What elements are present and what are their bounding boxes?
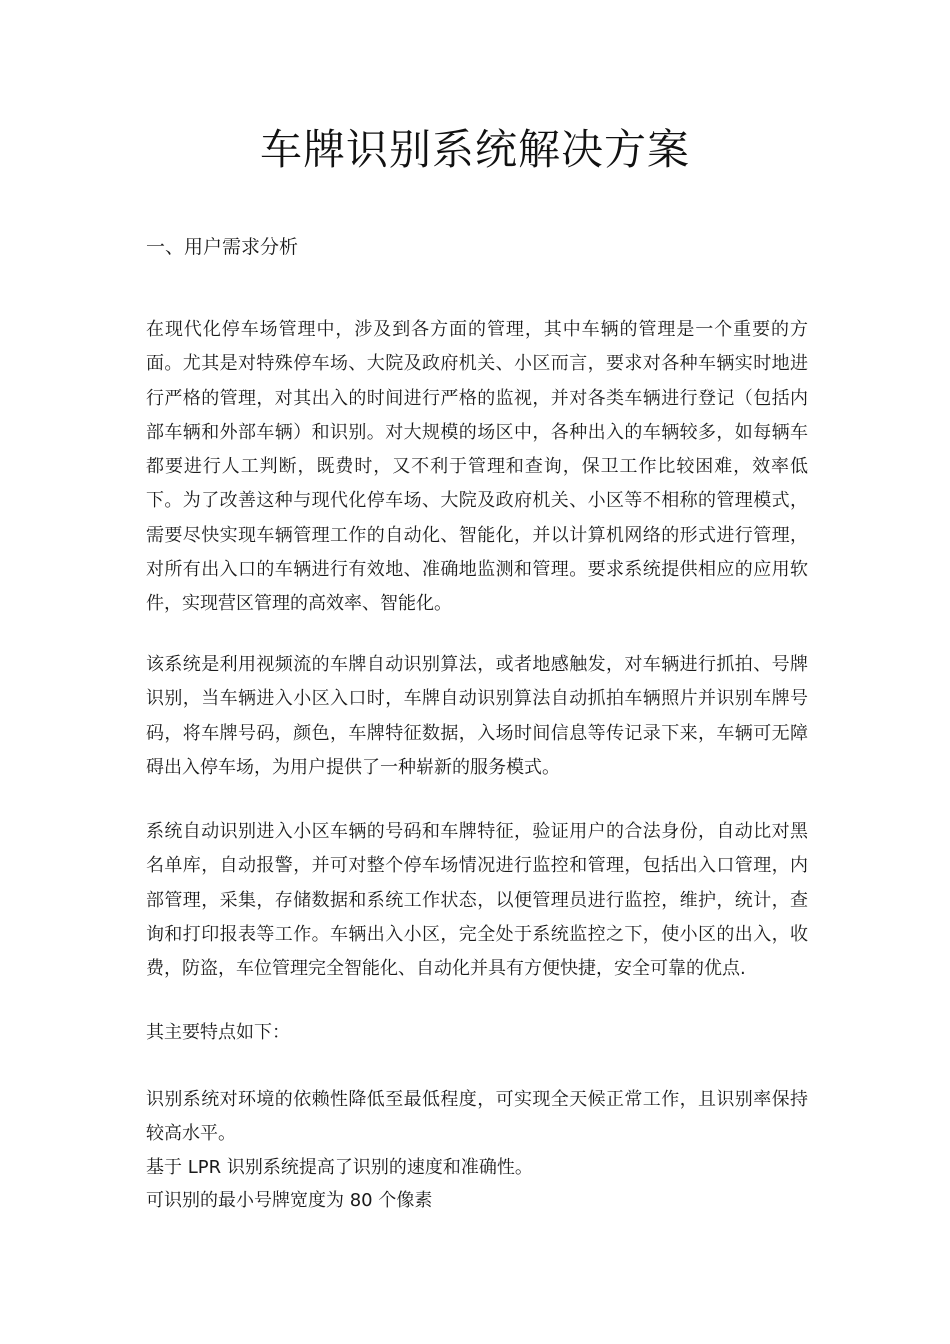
feature-line-min-width: 可识别的最小号牌宽度为 80 个像素 [146,1190,433,1211]
paragraph-system-overview: 该系统是利用视频流的车牌自动识别算法，或者地感触发，对车辆进行抓拍、号牌识别，当车辆进入小区入口时，车牌自动识别算法自动抓拍车辆照片并识别车牌号码，将车牌号码，颜色，车牌特征数据，入场时间信息等传记录下来，车辆可无障碍出入停车场，为用户提供了一种崭新的服务模式。 [146,654,808,778]
feature-line-lpr: 基于 LPR 识别系统提高了识别的速度和准确性。 [146,1157,533,1178]
paragraph-system-functions: 系统自动识别进入小区车辆的号码和车牌特征，验证用户的合法身份，自动比对黑名单库，自动报警，并可对整个停车场情况进行监控和管理，包括出入口管理，内部管理，采集，存储数据和系统工作状态，以便管理员进行监控，维护，统计，查询和打印报表等工作。车辆出入小区，完全处于系统监控之下，使小区的出入，收费，防盗，车位管理完全智能化、自动化并具有方便快捷，安全可靠的优点. [146,821,808,980]
paragraph-feature-environment: 识别系统对环境的依赖性降低至最低程度，可实现全天候正常工作，且识别率保持较高水平。 [146,1089,808,1145]
paragraph-requirements: 在现代化停车场管理中，涉及到各方面的管理，其中车辆的管理是一个重要的方面。尤其是对特殊停车场、大院及政府机关、小区而言，要求对各种车辆实时地进行严格的管理，对其出入的时间进行严格的监视，并对各类车辆进行登记（包括内部车辆和外部车辆）和识别。对大规模的场区中，各种出入的车辆较多，如每辆车都要进行人工判断，既费时，又不利于管理和查询，保卫工作比较困难，效率低下。为了改善这种与现代化停车场、大院及政府机关、小区等不相称的管理模式，需要尽快实现车辆管理工作的自动化、智能化，并以计算机网络的形式进行管理，对所有出入口的车辆进行有效地、准确地监测和管理。要求系统提供相应的应用软件，实现营区管理的高效率、智能化。 [146,319,808,615]
section-heading: 一、用户需求分析 [146,236,299,258]
document-title: 车牌识别系统解决方案 [259,125,690,174]
paragraph-features-intro: 其主要特点如下： [146,1022,290,1043]
